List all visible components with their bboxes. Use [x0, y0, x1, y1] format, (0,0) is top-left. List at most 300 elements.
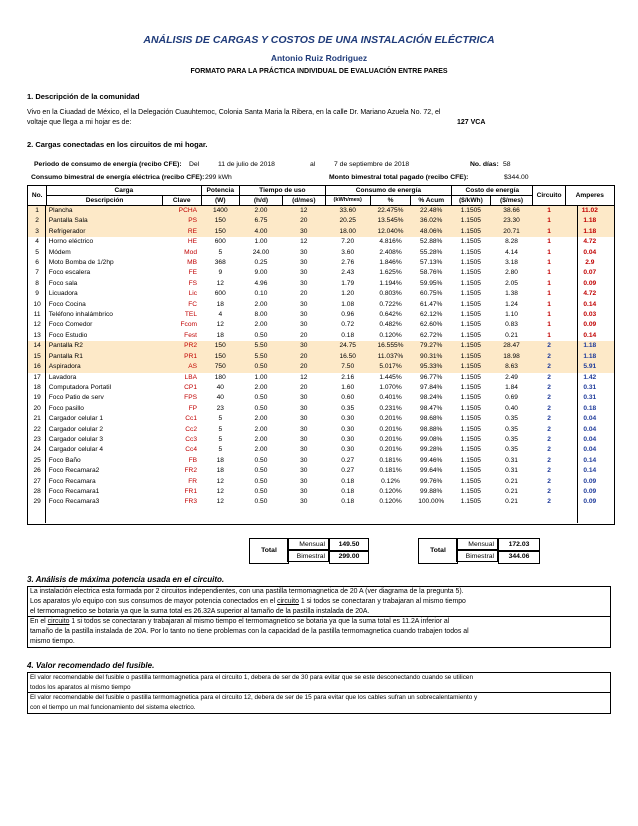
row-number: 14: [28, 341, 47, 351]
row-days-per-month: 30: [300, 425, 308, 433]
row-amperes: 0.04: [583, 415, 597, 423]
col-potencia: Potencia: [201, 186, 240, 196]
row-hours-per-day: 5.50: [240, 341, 283, 351]
row-kwh: 33.60: [325, 206, 370, 217]
row-amperes: 2.9: [585, 259, 595, 267]
row-cost-per-month: 3.18: [505, 259, 518, 267]
row-power: 12: [216, 321, 224, 329]
row-kwh: 20.25: [325, 216, 370, 226]
row-circuit: 1: [547, 321, 551, 329]
row-percent: 0.803%: [379, 290, 402, 298]
row-cost-per-month: 4.14: [505, 248, 518, 256]
row-number: 21: [33, 415, 41, 423]
row-power: 600: [214, 290, 226, 298]
row-description: Foco Baño: [48, 456, 81, 464]
format-note: FORMATO PARA LA PRÁCTICA INDIVIDUAL DE EVALUACIÓN ENTRE PARES: [190, 68, 448, 75]
row-cost-per-month: 28.47: [490, 341, 533, 351]
row-key: AS: [162, 362, 201, 372]
row-price-per-kwh: 1.1505: [452, 206, 491, 217]
days-label: No. días:: [470, 161, 499, 168]
row-hours-per-day: 0.25: [254, 259, 268, 267]
row-power: 5: [218, 415, 223, 423]
row-kwh: 0.35: [341, 404, 355, 412]
row-amperes: 0.14: [583, 331, 597, 339]
row-price-per-kwh: 1.1505: [452, 216, 491, 226]
page-title: ANÁLISIS DE CARGAS Y COSTOS DE UNA INSTALACIÓN ELÉCTRICA: [143, 34, 495, 46]
section3-p2-line2: tamaño de la pastilla instalada de 20A. Por lo tanto no tiene problemas con la capacidad de la pastilla termomagnetica cuando trabajen todos al: [30, 628, 469, 635]
row-number: 22: [33, 425, 41, 433]
col-pct: %: [370, 196, 411, 206]
row-description: Foco Recamara: [48, 477, 96, 485]
col-divider: [577, 206, 578, 523]
row-power: 12: [216, 279, 224, 287]
row-key: CP1: [184, 383, 197, 391]
row-days-per-month: 20: [282, 362, 325, 372]
row-price-per-kwh: 1.1505: [460, 467, 481, 475]
row-power: 5: [218, 435, 223, 443]
row-cumulative: 22.48%: [411, 206, 452, 217]
section3-p2-line1: [30, 617, 608, 627]
days-value: 58: [503, 161, 511, 168]
row-amperes: 0.04: [583, 425, 597, 433]
row-number: 28: [33, 487, 41, 495]
row-key: FR: [188, 477, 197, 485]
row-cumulative: 99.08%: [420, 435, 443, 443]
row-circuit: 2: [547, 487, 551, 495]
row-power: 18: [216, 300, 224, 308]
row-cumulative: 100.00%: [418, 498, 445, 506]
row-days-per-month: 30: [300, 456, 308, 464]
row-hours-per-day: 0.50: [254, 331, 268, 339]
table-row: [28, 414, 615, 424]
row-key: HE: [187, 238, 197, 246]
consumption-value: 299 kWh: [205, 174, 232, 181]
text-span: 1 si todos se conectaran y trabajaran al mismo tiempo el termomagnetico se botaria ya que la suma total es 11.2A inferior al: [69, 618, 450, 625]
row-percent: 13.545%: [370, 216, 411, 226]
section3-p1-line3: el termomagnetico se botaria ya que la suma total es 26.32A superior al tamaño de la pastilla instalada de 20A.: [30, 608, 370, 615]
col-clave: Clave: [162, 196, 201, 206]
row-description: Cargador celular 4: [48, 446, 104, 454]
row-price-per-kwh: 1.1505: [460, 373, 481, 381]
row-cumulative: 58.76%: [420, 269, 443, 277]
row-hours-per-day: 0.50: [254, 404, 268, 412]
table-row: [28, 352, 615, 362]
al-label: al: [310, 161, 316, 168]
row-key: LBA: [184, 373, 197, 381]
section3-paragraph-1: [27, 586, 611, 617]
row-price-per-kwh: 1.1505: [460, 415, 481, 423]
section1-line1: Vivo en la Ciuadad de México, el la Delegación Cuauhtemoc, Colonia Santa Maria la Ribera, en la calle Dr. Mariano Azuela No. 72, el: [27, 109, 441, 116]
col-dmes: (d/mes): [282, 196, 325, 206]
row-circuit: 2: [533, 341, 565, 351]
row-description: Foco pasillo: [48, 404, 84, 412]
row-price-per-kwh: 1.1505: [460, 259, 481, 267]
row-hours-per-day: 0.50: [254, 477, 268, 485]
section4-paragraph-1: [27, 672, 611, 693]
row-hours-per-day: 0.10: [254, 290, 268, 298]
row-number: 19: [33, 394, 41, 402]
row-key: MB: [187, 259, 197, 267]
section3-paragraph-2: [27, 617, 611, 648]
row-power: 150: [201, 352, 240, 362]
row-cumulative: 62.60%: [420, 321, 443, 329]
row-cumulative: 55.28%: [420, 248, 443, 256]
row-hours-per-day: 1.00: [254, 238, 268, 246]
row-hours-per-day: 0.50: [254, 487, 268, 495]
row-days-per-month: 30: [300, 404, 308, 412]
row-hours-per-day: 2.00: [254, 435, 268, 443]
row-description: Cargador celular 1: [48, 415, 104, 423]
section4-p2-line1: El valor recomendable del fusible o pastilla termomagnetica para el circuito 12, debera de ser de 15 para evitar que los cables sufran un sobrecalentamiento y: [30, 694, 478, 701]
row-days-per-month: 30: [282, 227, 325, 237]
table-row: [28, 258, 615, 268]
row-kwh: 0.18: [341, 331, 355, 339]
row-percent: 0.181%: [379, 467, 402, 475]
section3-p1-line1: La instalación electrica esta formada por 2 circuitos independientes, con una pastilla termomagnetica de 20 A (ver diagrama de la pregunta 5).: [30, 588, 464, 595]
row-price-per-kwh: 1.1505: [452, 362, 491, 372]
table-row: [28, 320, 615, 330]
row-cost-per-month: 0.35: [505, 415, 518, 423]
row-amperes: 0.09: [583, 498, 597, 506]
row-days-per-month: 30: [300, 435, 308, 443]
circuit-link: circuito: [47, 618, 70, 625]
row-days-per-month: 30: [300, 269, 308, 277]
row-percent: 0.120%: [379, 331, 402, 339]
row-number: 3: [28, 227, 47, 237]
row-kwh: 1.20: [341, 290, 355, 298]
row-cumulative: 62.72%: [420, 331, 443, 339]
loads-table: [27, 185, 615, 508]
row-power: 1400: [201, 206, 240, 217]
row-amperes: 0.14: [583, 456, 597, 464]
row-days-per-month: 12: [300, 238, 308, 246]
row-hours-per-day: 1.00: [254, 373, 268, 381]
mensual-label-2: Mensual: [456, 538, 498, 550]
row-description: Refrigerador: [47, 227, 163, 237]
table-row: [28, 341, 615, 351]
row-percent: 4.816%: [379, 238, 402, 246]
row-description: Cargador celular 2: [48, 425, 104, 433]
row-key: Cc3: [185, 435, 197, 443]
row-kwh: 3.60: [341, 248, 355, 256]
row-hours-per-day: 2.00: [254, 415, 268, 423]
kwh-bimestral: 299.00: [329, 550, 369, 564]
row-hours-per-day: 2.00: [254, 300, 268, 308]
table-row: [28, 206, 615, 217]
row-hours-per-day: 2.00: [254, 383, 268, 391]
row-key: FR3: [184, 498, 197, 506]
row-kwh: 0.30: [341, 415, 355, 423]
row-power: 12: [216, 477, 224, 485]
row-cost-per-month: 0.69: [505, 394, 518, 402]
row-percent: 0.181%: [379, 456, 402, 464]
row-circuit: 2: [547, 425, 551, 433]
row-number: 29: [33, 498, 41, 506]
circuit-link: circuito: [277, 598, 299, 605]
table-row: [28, 477, 615, 487]
table-row: [28, 404, 615, 414]
row-price-per-kwh: 1.1505: [460, 446, 481, 454]
row-days-per-month: 30: [300, 248, 308, 256]
row-hours-per-day: 0.50: [240, 362, 283, 372]
row-kwh: 0.18: [341, 477, 355, 485]
row-days-per-month: 20: [282, 352, 325, 362]
row-description: Lavadora: [48, 373, 77, 381]
row-percent: 0.201%: [379, 435, 402, 443]
row-cumulative: 99.28%: [420, 446, 443, 454]
row-power: 23: [216, 404, 224, 412]
col-carga: Carga: [47, 186, 201, 196]
row-number: 24: [33, 446, 41, 454]
row-percent: 0.231%: [379, 404, 402, 412]
row-number: 7: [35, 269, 39, 277]
col-smes: ($/mes): [490, 196, 533, 206]
date-from: 11 de julio de 2018: [218, 161, 275, 168]
col-consumo: Consumo de energía: [325, 186, 451, 196]
row-description: Horno eléctrico: [48, 238, 94, 246]
row-number: 11: [33, 311, 41, 319]
row-hours-per-day: 2.00: [240, 206, 283, 217]
row-price-per-kwh: 1.1505: [460, 383, 481, 391]
row-kwh: 0.60: [341, 394, 355, 402]
row-number: 6: [35, 259, 39, 267]
row-days-per-month: 30: [300, 321, 308, 329]
row-cost-per-month: 0.83: [505, 321, 518, 329]
cost-bimestral: 344.06: [498, 550, 540, 564]
row-amperes: 0.04: [583, 435, 597, 443]
row-circuit: 2: [547, 383, 551, 391]
row-percent: 5.017%: [370, 362, 411, 372]
row-price-per-kwh: 1.1505: [460, 279, 481, 287]
row-key: Mod: [184, 248, 197, 256]
row-percent: 0.201%: [379, 425, 402, 433]
row-key: FS: [188, 279, 197, 287]
row-cumulative: 62.12%: [420, 311, 443, 319]
text-span: 1 si todos se conectaran y trabajaran al mismo tiempo: [298, 598, 466, 605]
row-description: Licuadora: [48, 290, 78, 298]
table-row: [28, 466, 615, 476]
row-hours-per-day: 0.50: [254, 456, 268, 464]
row-circuit: 2: [533, 362, 565, 372]
row-days-per-month: 30: [300, 259, 308, 267]
row-cost-per-month: 0.21: [505, 498, 518, 506]
row-description: Moto Bomba de 1/2hp: [48, 259, 114, 267]
row-power: 600: [214, 238, 226, 246]
row-amperes: 0.18: [583, 404, 597, 412]
row-days-per-month: 30: [300, 446, 308, 454]
row-circuit: 2: [533, 352, 565, 362]
row-cost-per-month: 0.35: [505, 446, 518, 454]
row-kwh: 0.30: [341, 425, 355, 433]
row-kwh: 18.00: [325, 227, 370, 237]
row-power: 180: [214, 373, 226, 381]
col-divider: [45, 206, 46, 523]
row-amperes: 0.14: [583, 300, 597, 308]
row-circuit: 1: [547, 290, 551, 298]
row-cumulative: 90.31%: [411, 352, 452, 362]
row-power: 12: [216, 487, 224, 495]
row-hours-per-day: 2.00: [254, 446, 268, 454]
row-price-per-kwh: 1.1505: [452, 341, 491, 351]
row-power: 150: [201, 341, 240, 351]
row-circuit: 2: [547, 467, 551, 475]
row-key: Cc4: [185, 446, 197, 454]
row-cost-per-month: 8.28: [505, 238, 518, 246]
table-row: [28, 435, 615, 445]
row-number: 2: [28, 216, 47, 226]
row-number: 1: [28, 206, 47, 217]
col-amperes: Amperes: [565, 186, 614, 206]
col-tiempo: Tiempo de uso: [240, 186, 326, 196]
section4-paragraph-2: [27, 693, 611, 714]
row-amperes: 0.09: [583, 279, 597, 287]
row-amperes: 4.72: [583, 238, 597, 246]
row-price-per-kwh: 1.1505: [460, 331, 481, 339]
mensual-label-1: Mensual: [287, 538, 329, 550]
row-price-per-kwh: 1.1505: [452, 352, 491, 362]
row-description: Foco Comedor: [48, 321, 93, 329]
row-power: 40: [216, 394, 224, 402]
row-cumulative: 98.68%: [420, 415, 443, 423]
row-description: Cargador celular 3: [48, 435, 104, 443]
row-description: Foco Cocina: [48, 300, 86, 308]
row-cost-per-month: 1.10: [505, 311, 518, 319]
row-price-per-kwh: 1.1505: [460, 404, 481, 412]
cost-mensual: 172.03: [498, 538, 540, 552]
row-price-per-kwh: 1.1505: [460, 477, 481, 485]
row-percent: 0.201%: [379, 415, 402, 423]
row-kwh: 0.30: [341, 446, 355, 454]
row-key: PS: [162, 216, 201, 226]
row-key: Lic: [188, 290, 197, 298]
row-power: 750: [201, 362, 240, 372]
row-number: 20: [33, 404, 41, 412]
row-circuit: 1: [547, 238, 551, 246]
row-percent: 0.12%: [381, 477, 400, 485]
row-number: 16: [28, 362, 47, 372]
row-number: 27: [33, 477, 41, 485]
table-row: [28, 279, 615, 289]
section4-p1-line2: todos los aparatos al mismo tiempo: [30, 683, 131, 691]
row-amperes: 0.31: [583, 394, 597, 402]
row-key: PCHA: [162, 206, 201, 217]
row-cost-per-month: 2.05: [505, 279, 518, 287]
row-cost-per-month: 0.35: [505, 425, 518, 433]
bimestral-label-2: Bimestral: [456, 550, 498, 562]
row-description: Foco Recamara3: [48, 498, 100, 506]
row-description: Computadora Portatil: [48, 383, 112, 391]
row-circuit: 1: [547, 300, 551, 308]
row-kwh: 1.79: [341, 279, 355, 287]
row-circuit: 1: [533, 206, 565, 217]
col-circuito: Circuito: [533, 186, 565, 206]
col-descripcion: Descripción: [47, 196, 163, 206]
row-price-per-kwh: 1.1505: [460, 321, 481, 329]
row-amperes: 1.18: [565, 352, 614, 362]
row-percent: 11.037%: [370, 352, 411, 362]
row-cost-per-month: 0.21: [505, 331, 518, 339]
consumption-label: Consumo bimestral de energía eléctrica (recibo CFE):: [31, 174, 205, 181]
row-cost-per-month: 18.98: [490, 352, 533, 362]
row-days-per-month: 30: [282, 341, 325, 351]
section4-p2-line2: con el tiempo un mal funcionamiento del sistema electrico.: [30, 703, 196, 711]
row-key: FE: [188, 269, 197, 277]
row-percent: 1.625%: [379, 269, 402, 277]
row-days-per-month: 30: [300, 300, 308, 308]
row-cost-per-month: 1.38: [505, 290, 518, 298]
row-days-per-month: 12: [300, 373, 308, 381]
row-power: 150: [201, 216, 240, 226]
row-percent: 1.445%: [379, 373, 402, 381]
row-cost-per-month: 2.80: [505, 269, 518, 277]
kwh-mensual: 149.50: [329, 538, 369, 552]
row-power: 150: [201, 227, 240, 237]
row-power: 4: [218, 311, 223, 319]
total-label-1: Total: [249, 538, 289, 564]
row-number: 23: [33, 435, 41, 443]
row-days-per-month: 30: [300, 498, 308, 506]
row-cumulative: 59.95%: [420, 279, 443, 287]
row-kwh: 0.27: [341, 467, 355, 475]
row-cost-per-month: 23.30: [490, 216, 533, 226]
table-row: [28, 456, 615, 466]
row-cumulative: 48.06%: [411, 227, 452, 237]
row-circuit: 2: [547, 456, 551, 464]
row-amperes: 1.18: [565, 227, 614, 237]
row-circuit: 2: [547, 435, 551, 443]
row-hours-per-day: 6.75: [240, 216, 283, 226]
row-cumulative: 52.88%: [420, 238, 443, 246]
row-circuit: 1: [547, 311, 551, 319]
row-key: PR1: [162, 352, 201, 362]
row-amperes: 0.09: [583, 321, 597, 329]
row-circuit: 1: [533, 216, 565, 226]
table-row: [28, 383, 615, 393]
row-power: 40: [216, 383, 224, 391]
row-price-per-kwh: 1.1505: [460, 435, 481, 443]
col-no: No.: [28, 186, 47, 206]
row-days-per-month: 30: [300, 477, 308, 485]
row-circuit: 1: [547, 279, 551, 287]
col-potencia-unit: (W): [201, 196, 240, 206]
row-days-per-month: 20: [300, 331, 308, 339]
row-hours-per-day: 0.50: [254, 498, 268, 506]
row-percent: 1.846%: [379, 259, 402, 267]
row-description: Foco escalera: [48, 269, 91, 277]
row-amperes: 0.04: [583, 446, 597, 454]
row-price-per-kwh: 1.1505: [460, 300, 481, 308]
row-cumulative: 97.84%: [420, 383, 443, 391]
row-percent: 0.401%: [379, 394, 402, 402]
row-circuit: 1: [547, 269, 551, 277]
row-key: FP: [188, 404, 197, 412]
del-label: Del: [189, 161, 200, 168]
row-hours-per-day: 8.00: [254, 311, 268, 319]
row-amperes: 11.02: [565, 206, 614, 217]
row-description: Módem: [48, 248, 71, 256]
row-key: FR2: [184, 467, 197, 475]
row-hours-per-day: 4.00: [240, 227, 283, 237]
row-number: 15: [28, 352, 47, 362]
row-kwh: 1.60: [341, 383, 355, 391]
row-percent: 0.722%: [379, 300, 402, 308]
row-circuit: 1: [547, 259, 551, 267]
row-key: Cc1: [185, 415, 197, 423]
row-amperes: 5.91: [565, 362, 614, 372]
row-amperes: 0.03: [583, 311, 597, 319]
row-cost-per-month: 2.49: [505, 373, 518, 381]
row-price-per-kwh: 1.1505: [460, 394, 481, 402]
